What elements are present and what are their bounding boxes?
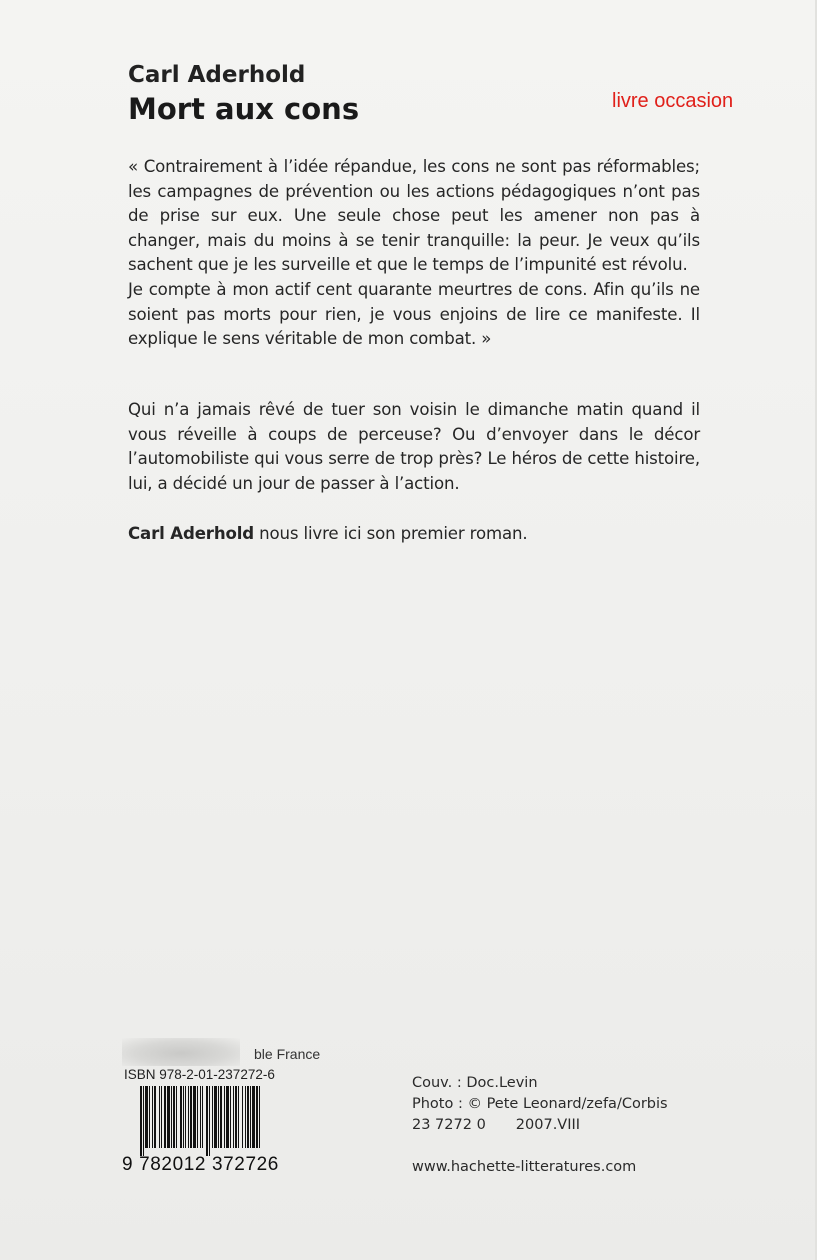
barcode-bar (171, 1086, 172, 1148)
barcode-bar (252, 1086, 255, 1148)
barcode-bar (159, 1086, 160, 1148)
author-name: Carl Aderhold (128, 62, 306, 88)
barcode-bar (214, 1086, 217, 1148)
barcode-bar (145, 1086, 148, 1148)
isbn-number: ISBN 978-2-01-237272-6 (124, 1067, 275, 1082)
barcode-bar (180, 1086, 182, 1148)
summary-paragraph: Qui n’a jamais rêvé de tuer son voisin le dimanche matin quand il vous réveille à coups de perceuse? Ou d’envoyer dans le décor l’automobiliste qui vous serre de trop près? Le héros de cette histoire, lui, a décidé un jour de passer à l’action. (128, 400, 700, 493)
barcode-bar (226, 1086, 229, 1148)
print-date: 2007.VIII (515, 1117, 581, 1133)
book-title: Mort aux cons (128, 92, 360, 126)
barcode-bar (176, 1086, 177, 1148)
barcode-bar (202, 1086, 203, 1148)
quote-paragraph-2: Je compte à mon actif cent quarante meurtres de cons. Afin qu’ils ne soient pas morts pour rien, je vous enjoins de lire ce manifeste. Il explique le sens véritable de mon combat. » (128, 279, 700, 349)
print-codes (412, 1115, 668, 1136)
barcode-bar (242, 1086, 243, 1148)
barcode-bar (245, 1086, 246, 1148)
barcode-bar (152, 1086, 153, 1148)
author-note (128, 522, 700, 547)
barcode-bar (173, 1086, 175, 1148)
photo-credit: Photo : © Pete Leonard/zefa/Corbis (412, 1096, 668, 1112)
barcode-bar (197, 1086, 198, 1148)
barcode-bar (200, 1086, 201, 1148)
ean-digits (122, 1154, 279, 1176)
barcode-icon (122, 1086, 344, 1156)
barcode-bar (161, 1086, 162, 1148)
barcode-bar (167, 1086, 170, 1148)
blurb-quote (128, 155, 700, 352)
cover-credit: Couv. : Doc.Levin (412, 1075, 538, 1091)
barcode-bar (230, 1086, 231, 1148)
sticker-residue (122, 1038, 240, 1066)
ean-first-digit: 9 (122, 1154, 134, 1175)
quote-paragraph-1: « Contrairement à l’idée répandue, les cons ne sont pas réformables; les campagnes de prévention ou les actions pédagogiques n’ont pas de prise sur eux. Une seule chose peut les amener non pas à changer, mais du moins à se tenir tranquille: la peur. Je veux qu’ils sachent que je les surveille et que le temps de l’impunité est révolu. (128, 157, 700, 275)
publisher-fragment: ble France (254, 1046, 321, 1062)
used-book-stamp: livre occasion (612, 90, 734, 112)
barcode-bar (188, 1086, 189, 1148)
barcode-bar (233, 1086, 234, 1148)
barcode-bar (238, 1086, 239, 1148)
barcode-bar (154, 1086, 156, 1148)
author-note-text: nous livre ici son premier roman. (254, 524, 528, 543)
barcode-bar (149, 1086, 150, 1148)
barcode-bar (224, 1086, 225, 1148)
credits-block (412, 1073, 668, 1136)
blurb-summary (128, 398, 700, 496)
barcode-bar (209, 1086, 210, 1156)
barcode-bar (220, 1086, 222, 1148)
ean-right-group: 372726 (211, 1154, 279, 1175)
barcode-bar (212, 1086, 213, 1148)
barcode-bar (247, 1086, 249, 1148)
barcode-bar (235, 1086, 237, 1148)
publisher-website: www.hachette-litteratures.com (412, 1159, 637, 1175)
barcode-bar (218, 1086, 219, 1148)
ean-left-group: 782012 (139, 1154, 207, 1175)
barcode-bar (206, 1086, 208, 1156)
barcode-bar (259, 1086, 260, 1148)
barcode-bar (250, 1086, 251, 1148)
barcode-bar (190, 1086, 192, 1148)
barcode-bar (185, 1086, 186, 1148)
barcode-bar (140, 1086, 142, 1156)
barcode-bar (183, 1086, 184, 1148)
print-code: 23 7272 0 (412, 1117, 486, 1133)
barcode-bar (143, 1086, 144, 1156)
author-note-name: Carl Aderhold (128, 524, 255, 543)
barcode-bar (164, 1086, 166, 1148)
barcode-bar (256, 1086, 258, 1148)
barcode-bar (193, 1086, 196, 1148)
